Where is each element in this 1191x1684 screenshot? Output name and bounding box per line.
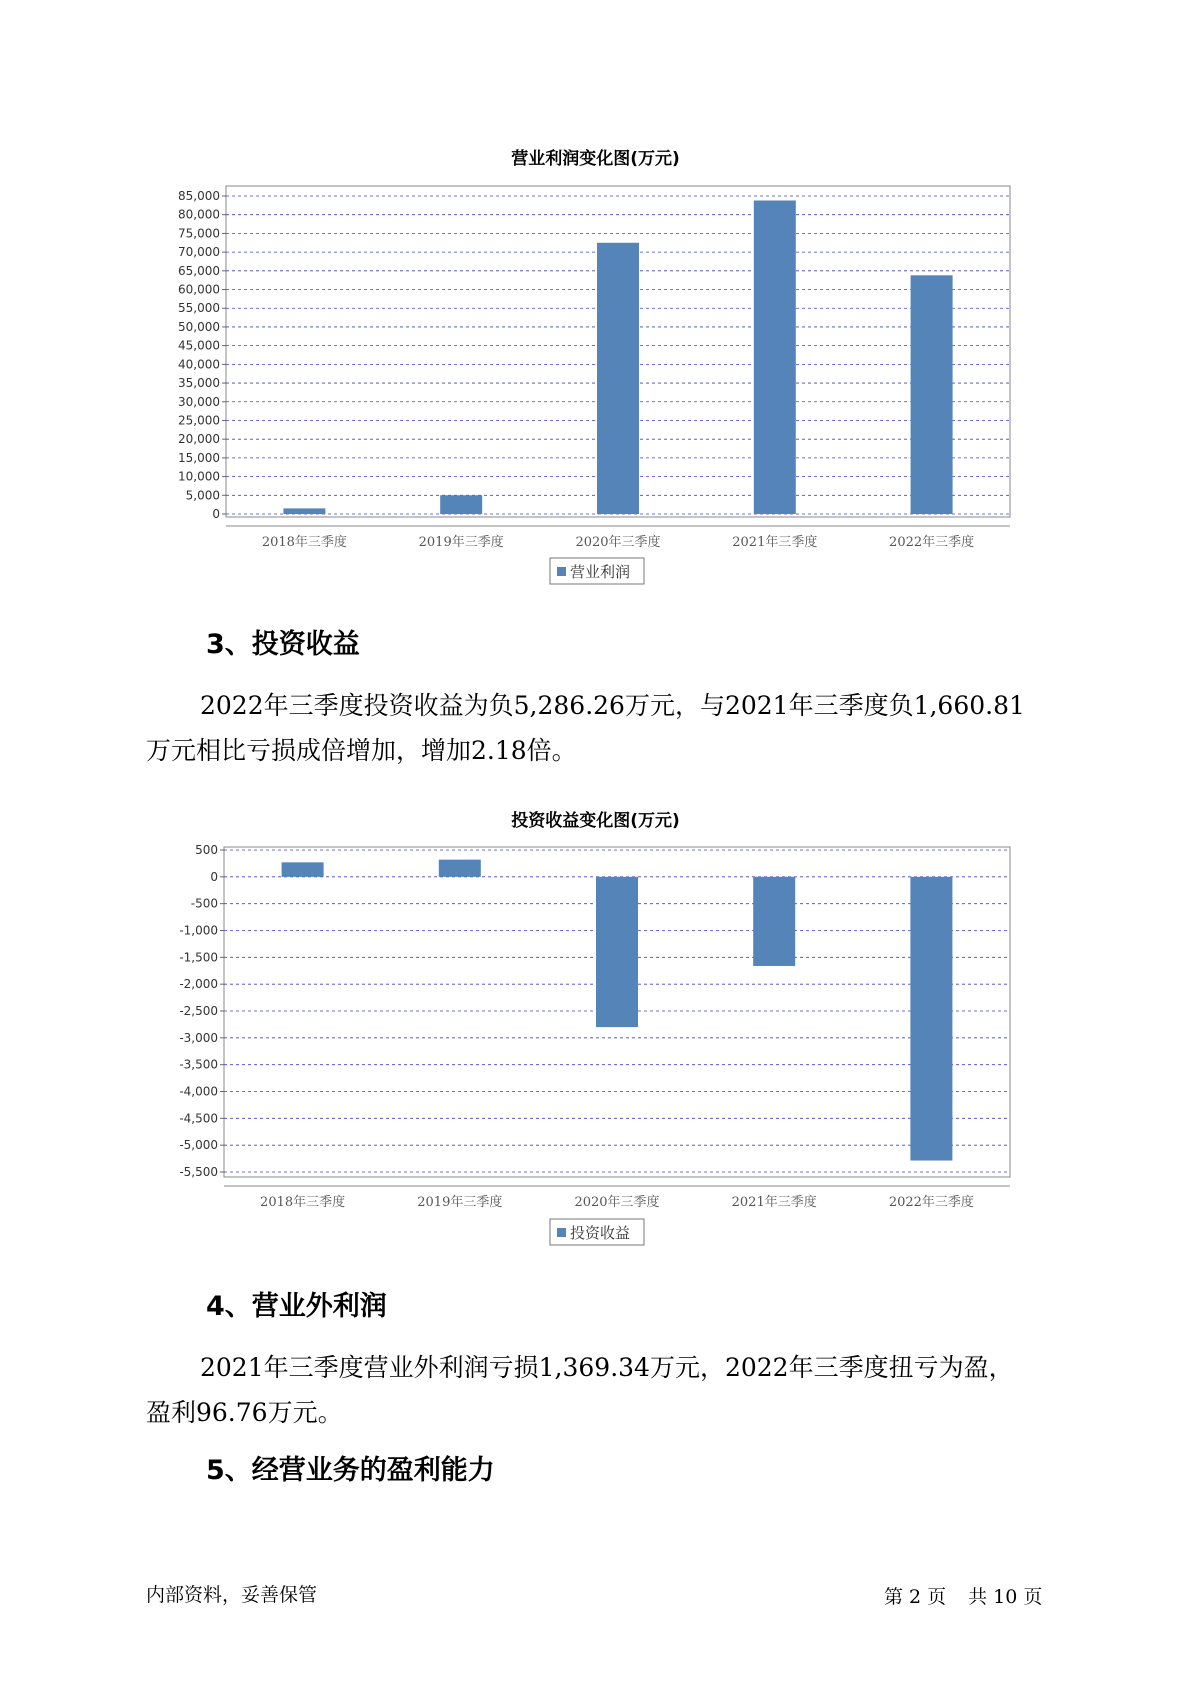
total-pages: 10 <box>993 1586 1018 1608</box>
page-suffix: 页 <box>927 1586 947 1608</box>
y-tick-label: 80,000 <box>178 207 220 222</box>
total-prefix: 共 <box>968 1586 988 1608</box>
y-tick-label: 500 <box>195 843 218 857</box>
section-4-line-1: 2021年三季度营业外利润亏损1,369.34万元，2022年三季度扭亏为盈， <box>200 1353 1014 1382</box>
y-tick-label: 20,000 <box>178 432 220 447</box>
section-5-heading: 5、经营业务的盈利能力 <box>206 1455 495 1486</box>
y-tick-label: -1,000 <box>179 923 218 938</box>
x-tick-label: 2020年三季度 <box>575 535 661 550</box>
x-tick-label: 2018年三季度 <box>261 535 347 550</box>
bar <box>282 862 324 876</box>
y-tick-label: -2,500 <box>179 1004 218 1018</box>
bar <box>596 877 638 1027</box>
footer-page-number <box>884 1582 1048 1609</box>
footer-confidential-note: 内部资料，妥善保管 <box>146 1584 318 1606</box>
y-tick-label: 55,000 <box>178 301 220 316</box>
bar <box>910 877 952 1161</box>
x-tick-label: 2019年三季度 <box>417 1195 503 1210</box>
section-4-line-2: 盈利96.76万元。 <box>146 1398 343 1427</box>
y-tick-label: -5,500 <box>179 1165 218 1179</box>
y-tick-label: -500 <box>190 896 218 911</box>
legend <box>550 1219 644 1245</box>
y-tick-label: 15,000 <box>178 450 220 465</box>
x-tick-label: 2020年三季度 <box>574 1195 660 1210</box>
y-tick-label: 40,000 <box>178 357 220 372</box>
y-tick-label: 45,000 <box>178 338 220 353</box>
legend-label: 投资收益 <box>570 1224 631 1242</box>
x-tick-label: 2019年三季度 <box>418 535 504 550</box>
x-tick-label: 2018年三季度 <box>260 1195 346 1210</box>
y-tick-label: 0 <box>210 869 218 884</box>
x-tick-label: 2021年三季度 <box>731 1195 817 1210</box>
y-tick-label: 60,000 <box>178 282 220 297</box>
y-tick-label: 10,000 <box>178 469 220 484</box>
legend-swatch <box>557 1228 566 1237</box>
y-tick-label: 75,000 <box>178 226 220 241</box>
page-number: 2 <box>909 1586 922 1608</box>
y-tick-label: 65,000 <box>178 263 220 278</box>
y-tick-label: 70,000 <box>178 245 220 260</box>
y-tick-label: -4,000 <box>179 1084 218 1099</box>
section-3-line-2: 万元相比亏损成倍增加，增加2.18倍。 <box>146 736 577 765</box>
y-tick-label: -2,000 <box>179 977 218 992</box>
y-tick-label: 0 <box>212 507 220 521</box>
section-3-heading: 3、投资收益 <box>206 629 360 660</box>
y-tick-label: -4,500 <box>179 1111 218 1126</box>
y-tick-label: -1,500 <box>179 950 218 965</box>
y-tick-label: -3,500 <box>179 1057 218 1072</box>
x-tick-label: 2022年三季度 <box>888 1195 974 1210</box>
x-tick-label: 2022年三季度 <box>889 535 975 550</box>
bar <box>753 877 795 966</box>
chart2-title: 投资收益变化图(万元) <box>511 811 680 831</box>
y-tick-label: 85,000 <box>178 189 220 203</box>
y-tick-label: -3,000 <box>179 1030 218 1045</box>
section-4-paragraph <box>146 1345 1076 1435</box>
chart1-title: 营业利润变化图(万元) <box>511 149 680 169</box>
y-tick-label: 35,000 <box>178 376 220 391</box>
total-suffix: 页 <box>1023 1586 1043 1608</box>
y-tick-label: 50,000 <box>178 319 220 334</box>
y-tick-label: 25,000 <box>178 413 220 428</box>
bar <box>439 860 481 877</box>
y-tick-label: 5,000 <box>185 488 220 503</box>
y-tick-label: -5,000 <box>179 1138 218 1153</box>
legend-label: 营业利润 <box>570 563 631 581</box>
section-3-line-1: 2022年三季度投资收益为负5,286.26万元，与2021年三季度负1,660.81 <box>200 691 1025 720</box>
x-tick-label: 2021年三季度 <box>732 535 818 550</box>
section-4-heading: 4、营业外利润 <box>206 1291 387 1322</box>
page-prefix: 第 <box>884 1586 904 1608</box>
y-tick-label: 30,000 <box>178 394 220 409</box>
